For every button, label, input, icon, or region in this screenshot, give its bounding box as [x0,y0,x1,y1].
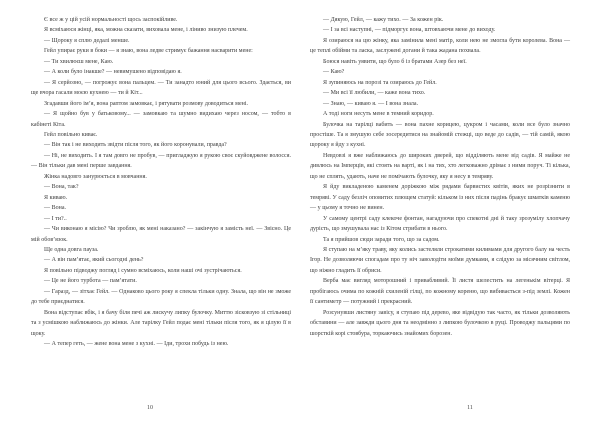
page-number-left [0,405,322,411]
paragraph: Я повільно підводжу погляд і сумно всміхаюсь, коли наші очі зустрічаються. [44,267,242,274]
paragraph: Верба має вигляд моторошний і привабливий. Її листя шелестить на легенькім вітерці. Я пробігаюсь очима по кожній схиленій гілці, по кожному кореню, що вибивається з-під землі. Кожен її сантиметр — потужний і прекрасний. [310,278,570,306]
page-right [300,0,600,433]
paragraph: — І за всі наступні, — підморгує вона, штовхаючи мене до виходу. [323,27,496,34]
paragraph: — Це не його турбота — пам’ятати. [44,278,137,285]
paragraph: Я озираюся на цю жінку, яка замінила мені матір, коли нею не змогла бути королева. Вона — це теплі обійми та ласка, заслужені догани й така жадана похвала. [310,37,570,55]
paragraph: — А коли було інакше? — невимушено відповідаю я. [44,69,182,76]
paragraph: А тоді ноги несуть мене в темний коридор. [323,111,434,118]
paragraph: — Ми всі її любили, — каже вона тихо. [323,90,426,97]
paragraph: Є все ж у цій усій нормальності щось заспокійливе. [44,17,178,23]
paragraph: — Гаразд, — зітхає Гейл. — Однаково цього року я спекла тільки одну. Знала, що він не зможе до тебе приєднатися. [31,288,291,306]
paragraph: Я всміхаюся жінці, яка, можна сказати, виховала мене, і ліниво знизую плечем. [44,27,248,34]
paragraph: Розсунувши листяну завісу, я ступаю під дерево, яке відвідую так часто, як тільки дозволяють обставини — але завжди цього дня та неодмінно з липкою булочкою в руці. Проводжу пальцями по шорсткій корі стовбура, торкаючись знайомих борозен. [310,309,570,337]
page-number-right-text: 11 [467,405,473,411]
paragraph: — Ти хвилюєш мене, Каю. [44,58,114,65]
paragraph: — Щороку я сплю дедалі менше. [44,37,130,44]
paragraph: Вона відступає вбік, і я бачу біля печі аж лискучу липку булочку. Миттю зісковзую зі стільниці та з усмішкою наближаюсь до жінки. Але тарілку Гейл подає мені тільки після того, як я цілую її в щоку. [31,309,291,337]
paragraph: — Каю? [323,69,345,76]
paragraph: — Я щойно був у батьковому... — замовкаю та шумно видихаю через носом, — тобто в кабінеті Кіта. [31,111,291,128]
paragraph: Ще одна довга пауза. [44,246,99,253]
left-page-text-block [31,15,291,350]
paragraph: Та я прийшов сюди заради того, що за садом. [323,236,440,243]
paragraph: Боюся навіть уявити, що було б із братами Азер без неї. [323,58,467,65]
paragraph: Згадавши його ім’я, вона раптом замовкає, і рятувати розмову доводиться мені. [44,100,248,107]
right-page-text-block [310,15,570,339]
paragraph: — А він пам’ятає, який сьогодні день? [44,257,144,264]
paragraph: — А тепер геть, — жене вона мене з кухні. — Іди, трохи побудь із нею. [44,341,229,348]
paragraph: — Я серйозно, — погрожує вона пальцем. — Ти занадто юний для цього всього. Здається, ви ще вчора гасали моєю кухнею — ти й Кіт... [31,79,291,97]
paragraph: — Ні, не виходить. І я там довго не пробув, — пригладжую я рукою своє скуйовджене волосся. — Він тільки дав мені перше завдання. [31,152,291,170]
paragraph: Я киваю. [44,194,68,201]
paragraph: Я ступаю на м’яку траву, яку колись застеляли строкатими килимами для другого балу на честь Ігор. Не дозволяючи спогадам про ту ніч заволодіти моїми думками, я слідую за місячним світлом, що ніжно гладить її обриси. [310,246,570,274]
paragraph: — Знаю, — киваю я. — І вона знала. [323,100,419,107]
page-number-left-text: 10 [147,405,153,411]
paragraph: — Вона, так? [44,184,79,191]
paragraph: — І ти?.. [44,215,67,222]
paragraph: Гейл упирає руки в боки — я знаю, вона ледве стримує бажання насварити мене: [44,48,253,55]
page-number-right [300,405,600,411]
paragraph: — Вона. [44,205,66,212]
paragraph: Жінка надовго занурюється в мовчання. [44,173,147,180]
paragraph: — Він так і не виходить звідти після того, як його коронували, правда? [44,142,227,149]
paragraph: Булочка на тарілці вабить — вона пахне корицею, цукром і часами, коли все було значно простіше. Та я змушую себе зосередитися на знайомій стежці, що веде до садів, — тій самій, якою щороку я йду з кухні. [310,121,570,149]
paragraph: Я йду викладеною каменем доріжкою між рядами барвистих квітів, яких не розрізнити в темряві. У саду безліч оповитих плющем статуй: кільком із них після падінь бракує шматків каменю — у цьому я точно не винен. [310,184,570,212]
paragraph: — Дякую, Гейл, — кажу тихо. — За кожен рік. [323,17,444,23]
paragraph: Гейл повільно киває. [44,131,98,138]
paragraph: Невдовзі я вже наближаюсь до широких дверей, що відділяють мене від садів. Я майже не дивлюсь на Імперців, які стоять на варті, як і на тих, хто легковажно дрімає з ними поруч. Ті кілька, що не сплять, удають, наче не помічають булочку, яку я несу в темряву. [310,152,570,180]
paragraph: Я зупиняюсь на порозі та озираюсь до Гейл. [323,79,437,86]
paragraph: У самому центрі саду клекоче фонтан, нагадуючи про спекотні дні й таку зрозумілу хлопчачу дурість, що змушувала нас із Кітом стрибати в нього. [310,215,570,233]
paragraph: — Чи виконаю я місію? Чи зроблю, як мені наказано? — закінчую я замість неї. — Звісно. Це мій обов’язок. [31,226,291,243]
